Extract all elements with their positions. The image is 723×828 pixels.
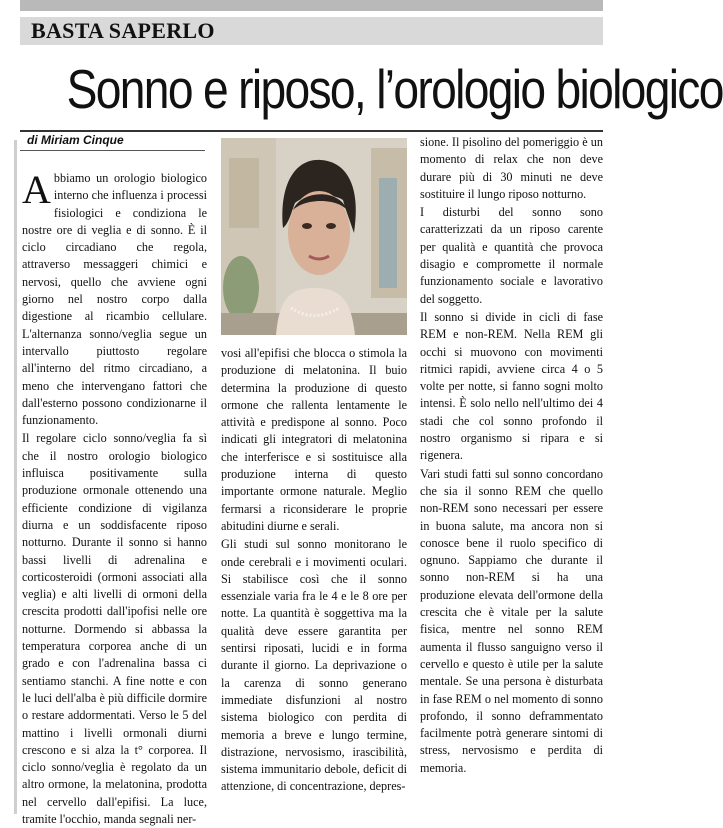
paragraph: sione. Il pisolino del pomeriggio è un momento di relax che non deve durare più di 30 minuti ne deve sostituire il lungo riposo notturno. bbox=[420, 135, 603, 201]
article-headline: Sonno e riposo, l’orologio biologico bbox=[66, 58, 723, 120]
article-column-1 bbox=[22, 167, 207, 826]
byline-divider bbox=[20, 150, 205, 151]
article-column-2 bbox=[221, 345, 407, 815]
paragraph: vosi all'epifisi che blocca o stimola la produzione di melatonina. Il buio determina la produzione di questo ormone che rallenta lentamente le attività e predispone al sonno. Poco indicati gli integratori di melatonina che interferisce e si sostituisce alla produzione interna di questo importante ormone naturale. Meglio fermarsi a riconsiderare le proprie abitudini diurne e serali. bbox=[221, 346, 407, 533]
paragraph: Gli studi sul sonno monitorano le onde cerebrali e i movimenti oculari. Si stabilisce così che il sonno essenziale varia fra le 4 e le 8 ore per notte. La quantità è soggettiva ma la qualità deve essere garantita per sentirsi riposati, lucidi e in forma durante il giorno. La deprivazione o la carenza di sonno generano immediate disfunzioni al nostro sistema biologico con perdita di memoria a breve e lungo termine, distrazione, nervosismo, irascibilità, sistema immunitario debole, deficit di attenzione, di concentrazione, depres- bbox=[221, 537, 407, 794]
paragraph: Vari studi fatti sul sonno concordano che sia il sonno REM che quello non-REM sono necessari per essere in buona salute, ma ancora non si conosce bene il ruolo specifico di ognuno. Sappiamo che durante il sonno non-REM si ha una produzione elevata dell'ormone della crescita che è vitale per la salute fisica, mentre nel sonno REM aumenta il flusso sanguigno verso il cervello e questo è utile per la salute mentale. Se una persona è disturbata in fase REM o nel momento di sonno profondo, il sonno deframmentato facilmente potrà generare sintomi di stress, nervosismo e perdita di memoria. bbox=[420, 466, 603, 775]
top-rule bbox=[20, 0, 603, 11]
author-byline: di Miriam Cinque bbox=[27, 133, 124, 147]
paragraph: Abbiamo un orologio biologico interno che influenza i processi fisiologici e condiziona le nostre ore di veglia e di sonno. È il ciclo circadiano che regola, attraverso messaggeri chimici e nervosi, quello che avviene ogni giorno nel nostro corpo dalla digestione al ricambio cellulare. L'alternanza sonno/veglia segue un intervallo piuttosto regolare all'interno del ritmo circadiano, a meno che intervengano fattori che dall'esterno possono condizionarne il funzionamento. bbox=[22, 167, 207, 428]
article-column-3 bbox=[420, 134, 603, 814]
paragraph: Il regolare ciclo sonno/veglia fa sì che il nostro orologio biologico influisca positivamente sulla produzione ormonale ottenendo una efficiente condizione di vigilanza diurna e un soddisfacente riposo notturno. Durante il sonno si hanno bassi livelli di adrenalina e corticosteroidi (ormoni associati alla veglia) e alti livelli di ormoni della crescita prodotti dall'ipofisi nelle ore notturne. Dormendo si abbassa la temperatura corporea anche di un grado e con l'adrenalina bassa ci sentiamo stanchi. A fine notte e con le luci dell'alba è più difficile dormire o restare addormentati. Verso le 5 del mattino i livelli ormonali diurni crescono e si alza la t° corporea. Il ciclo sonno/veglia è regolato da un altro ormone, la melatonina, prodotta nel cervello dall'epifisi. La luce, tramite l'occhio, manda segnali ner- bbox=[22, 431, 207, 826]
left-margin-bar bbox=[14, 140, 17, 814]
section-label: BASTA SAPERLO bbox=[31, 18, 215, 43]
drop-cap: A bbox=[22, 167, 51, 212]
author-portrait-photo bbox=[221, 138, 407, 335]
paragraph: I disturbi del sonno sono caratterizzati da un riposo carente per qualità e quantità che provoca disagio e compromette il normale funzionamento sociale e lavorativo del soggetto. bbox=[420, 205, 603, 306]
paragraph: Il sonno si divide in cicli di fase REM e non-REM. Nella REM gli occhi si muovono con movimenti ritmici rapidi, avviene circa 4 o 5 volte per notte, si fanno sogni molto intensi. È solo nello nell'ultimo dei 4 stadi che col sonno profondo il nostro organismo si ripara e si rigenera. bbox=[420, 309, 603, 463]
headline-divider bbox=[20, 130, 603, 132]
portrait-photo-icon bbox=[221, 138, 407, 335]
